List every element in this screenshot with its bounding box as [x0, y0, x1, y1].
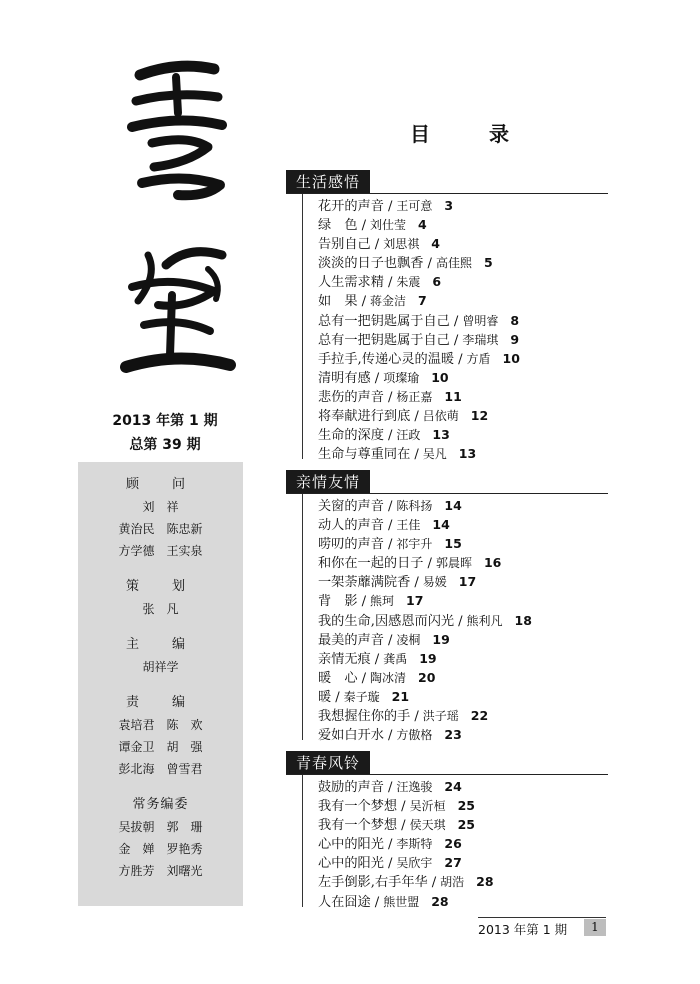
entry-separator: /	[361, 218, 367, 234]
entry-author: 吴凡	[422, 447, 447, 462]
entry-page: 18	[514, 612, 532, 628]
entry-page: 10	[502, 350, 520, 366]
toc-entry	[318, 725, 532, 744]
entry-separator: /	[361, 594, 367, 610]
entry-page: 19	[419, 650, 437, 666]
entry-page: 6	[432, 274, 442, 290]
toc-entry	[318, 668, 532, 687]
entry-title: 清明有感	[318, 370, 371, 386]
entry-separator: /	[387, 856, 393, 872]
entry-separator: /	[374, 651, 380, 667]
staff-role: 策 划	[125, 579, 195, 594]
entry-author: 王佳	[396, 518, 421, 533]
section-header-youth	[286, 751, 370, 775]
entry-title: 我的生命,因感恩而闪光	[318, 613, 455, 629]
entry-separator: /	[427, 256, 432, 272]
entry-title: 唠叨的声音	[318, 537, 384, 553]
entry-separator: /	[387, 518, 393, 534]
toc-entry	[318, 272, 520, 291]
entry-author: 刘仕莹	[370, 218, 407, 233]
entry-author: 易媛	[422, 575, 447, 590]
toc-entry	[318, 687, 532, 706]
entry-author: 项璨瑜	[383, 370, 420, 385]
staff-group-editors	[78, 692, 243, 780]
total-issue-label: 总第 39 期	[129, 437, 201, 453]
staff-group-chief-editor	[78, 634, 243, 678]
page-number: 1	[584, 919, 606, 936]
entry-separator: /	[387, 632, 393, 648]
entry-page: 11	[444, 388, 462, 404]
staff-role: 顾 问	[125, 477, 195, 492]
toc-entry	[318, 534, 532, 553]
entry-page: 13	[458, 446, 477, 462]
staff-names: 张 凡	[142, 602, 179, 616]
entry-separator: /	[387, 389, 393, 405]
section-rule	[302, 194, 303, 459]
entry-author: 陶冰清	[370, 670, 407, 685]
issue-label: 2013 年第 1 期	[112, 413, 218, 429]
calligraphy-logo	[118, 55, 238, 395]
entry-page: 8	[510, 312, 520, 328]
toc-entry	[318, 777, 494, 796]
staff-group-advisors	[78, 474, 243, 562]
entry-separator: /	[361, 670, 367, 686]
entry-author: 方傲格	[396, 728, 433, 743]
staff-panel	[78, 462, 243, 906]
toc-entry	[318, 330, 520, 349]
entry-page: 4	[431, 236, 440, 252]
staff-names: 彭北海 曾雪君	[118, 762, 203, 776]
staff-role: 责 编	[125, 695, 195, 710]
section-rule	[302, 775, 303, 907]
toc-entry	[318, 387, 520, 406]
entry-author: 郭晨晖	[435, 556, 472, 571]
toc-list	[318, 196, 520, 463]
entry-page: 16	[483, 555, 502, 571]
section-rule	[302, 494, 303, 740]
entry-title: 关窗的声音	[318, 499, 384, 514]
entry-separator: /	[387, 275, 393, 291]
entry-page: 14	[432, 517, 450, 533]
entry-page: 4	[418, 217, 427, 233]
entry-title: 如 果	[318, 294, 358, 310]
entry-separator: /	[387, 728, 393, 744]
entry-page: 21	[391, 688, 410, 704]
section-title: 青春风铃	[286, 751, 370, 775]
entry-separator: /	[431, 875, 437, 891]
toc-entry	[318, 553, 532, 572]
entry-title: 暖 心	[318, 670, 358, 686]
entry-title: 动人的声音	[318, 518, 384, 534]
toc-entry	[318, 234, 520, 253]
entry-separator: /	[387, 780, 393, 795]
entry-page: 26	[444, 836, 462, 852]
entry-title: 淡淡的日子也飘香	[318, 256, 424, 272]
toc-entry	[318, 796, 494, 815]
entry-author: 龚禹	[383, 651, 408, 666]
entry-author: 李斯特	[396, 837, 433, 852]
staff-names: 方胜芳 刘曙光	[118, 864, 203, 878]
entry-author: 方盾	[466, 351, 491, 366]
section-header-family	[286, 470, 370, 494]
entry-separator: /	[458, 351, 463, 367]
staff-group-standing-committee	[78, 794, 243, 882]
entry-page: 9	[510, 331, 520, 347]
entry-page: 28	[476, 874, 494, 890]
entry-page: 17	[406, 593, 424, 609]
entry-page: 5	[483, 255, 493, 271]
entry-separator: /	[387, 537, 393, 553]
toc-entry	[318, 311, 520, 330]
toc-entry	[318, 496, 532, 515]
entry-title: 生命与尊重同在	[318, 447, 411, 463]
toc-entry	[318, 892, 494, 911]
entry-separator: /	[374, 370, 380, 386]
entry-title: 人在囧途	[318, 894, 371, 910]
entry-separator: /	[374, 894, 380, 910]
entry-title: 将奉献进行到底	[318, 409, 411, 425]
entry-title: 告别自己	[318, 237, 371, 253]
entry-page: 10	[431, 369, 449, 385]
entry-page: 3	[444, 198, 454, 213]
footer-issue: 2013 年第 1 期	[478, 922, 568, 937]
entry-separator: /	[453, 313, 459, 329]
entry-page: 20	[418, 669, 436, 685]
entry-title: 悲伤的声音	[318, 389, 384, 405]
entry-title: 心中的阳光	[318, 856, 384, 872]
entry-author: 汪政	[396, 428, 421, 443]
toc-entry	[318, 515, 532, 534]
entry-title: 我想握住你的手	[318, 709, 411, 725]
entry-separator: /	[458, 613, 463, 629]
section-title: 亲情友情	[286, 470, 370, 494]
entry-title: 背 影	[318, 594, 358, 610]
entry-separator: /	[401, 818, 406, 834]
entry-page: 25	[457, 817, 475, 833]
entry-page: 24	[444, 779, 462, 794]
page-title: 目 录	[410, 122, 535, 146]
entry-page: 17	[458, 574, 477, 590]
staff-names: 胡祥学	[142, 660, 179, 674]
toc-entry	[318, 444, 520, 463]
entry-page: 27	[444, 855, 462, 871]
entry-author: 高佳熙	[435, 256, 472, 271]
toc-entry	[318, 291, 520, 310]
entry-page: 15	[444, 536, 462, 552]
entry-separator: /	[387, 499, 393, 514]
section-header-life	[286, 170, 370, 194]
toc-entry	[318, 649, 532, 668]
entry-title: 手拉手,传递心灵的温暖	[318, 351, 455, 367]
toc-entry	[318, 368, 520, 387]
entry-author: 熊珂	[370, 594, 395, 609]
staff-names: 谭金卫 胡 强	[118, 740, 203, 754]
entry-title: 我有一个梦想	[318, 818, 398, 834]
staff-names: 黄治民 陈忠新	[118, 522, 203, 536]
entry-author: 胡浩	[440, 875, 465, 890]
staff-names: 刘 祥	[142, 500, 179, 514]
entry-author: 吴欣宇	[396, 856, 433, 871]
staff-role: 主 编	[125, 637, 195, 652]
entry-page: 25	[457, 798, 475, 814]
entry-title: 亲情无痕	[318, 651, 371, 667]
entry-author: 洪子瑶	[422, 709, 459, 724]
staff-names: 吴拔朝 郭 珊	[118, 820, 203, 834]
toc-entry	[318, 406, 520, 425]
entry-page: 12	[470, 408, 489, 424]
entry-title: 鼓励的声音	[318, 780, 384, 795]
entry-author: 侯天琪	[409, 818, 446, 833]
toc-list	[318, 496, 532, 744]
toc-entry	[318, 834, 494, 853]
entry-separator: /	[387, 199, 393, 214]
section-divider	[286, 774, 608, 775]
entry-author: 蒋金洁	[370, 294, 407, 309]
entry-page: 13	[432, 427, 450, 443]
entry-author: 秦子璇	[343, 689, 380, 704]
entry-separator: /	[387, 837, 393, 853]
toc-entry	[318, 591, 532, 610]
entry-title: 生命的深度	[318, 428, 384, 444]
toc-entry	[318, 215, 520, 234]
toc-entry	[318, 349, 520, 368]
toc-entry	[318, 572, 532, 591]
entry-author: 熊世盟	[383, 894, 420, 909]
entry-author: 杨正嘉	[396, 389, 433, 404]
entry-author: 曾明睿	[462, 313, 499, 328]
toc-entry	[318, 611, 532, 630]
section-divider	[286, 493, 608, 494]
entry-separator: /	[361, 294, 367, 310]
entry-author: 熊利凡	[466, 613, 503, 628]
entry-author: 王可意	[396, 199, 433, 213]
entry-author: 吕依萌	[422, 409, 459, 424]
entry-title: 总有一把钥匙属于自己	[318, 332, 450, 348]
entry-page: 23	[444, 727, 462, 743]
toc-entry	[318, 815, 494, 834]
entry-separator: /	[414, 447, 419, 463]
entry-separator: /	[335, 689, 340, 705]
toc-entry	[318, 253, 520, 272]
entry-separator: /	[414, 409, 419, 425]
toc-list	[318, 777, 494, 911]
page-footer	[478, 917, 606, 938]
toc-entry	[318, 196, 520, 215]
entry-separator: /	[414, 709, 419, 725]
entry-page: 7	[418, 293, 427, 309]
entry-separator: /	[427, 556, 432, 572]
section-title: 生活感悟	[286, 170, 370, 194]
entry-title: 人生需求精	[318, 275, 384, 291]
toc-entry	[318, 853, 494, 872]
entry-author: 朱震	[396, 275, 421, 290]
toc-entry	[318, 706, 532, 725]
entry-separator: /	[374, 237, 380, 253]
staff-names: 袁培君 陈 欢	[118, 718, 203, 732]
entry-author: 刘思祺	[383, 237, 420, 252]
entry-separator: /	[453, 332, 459, 348]
entry-author: 汪逸骏	[396, 780, 433, 794]
entry-title: 总有一把钥匙属于自己	[318, 313, 450, 329]
entry-title: 最美的声音	[318, 632, 384, 648]
staff-names: 方学德 王实泉	[118, 544, 203, 558]
entry-title: 左手倒影,右手年华	[318, 875, 428, 891]
entry-author: 李瑞琪	[462, 332, 499, 347]
entry-separator: /	[387, 428, 393, 444]
entry-author: 凌桐	[396, 632, 421, 647]
entry-author: 吴沂桓	[409, 799, 446, 814]
entry-page: 14	[444, 498, 462, 513]
entry-separator: /	[414, 575, 419, 591]
entry-title: 心中的阳光	[318, 837, 384, 853]
entry-page: 22	[470, 708, 489, 724]
toc-entry	[318, 630, 532, 649]
toc-entry	[318, 425, 520, 444]
entry-title: 爱如白开水	[318, 728, 384, 744]
entry-page: 28	[431, 893, 449, 909]
entry-title: 花开的声音	[318, 199, 384, 214]
entry-title: 我有一个梦想	[318, 799, 398, 815]
entry-title: 和你在一起的日子	[318, 556, 424, 572]
entry-title: 绿 色	[318, 218, 358, 234]
entry-title: 一架荼蘼满院香	[318, 575, 411, 591]
staff-role: 常务编委	[132, 797, 189, 812]
staff-names: 金 婵 罗艳秀	[118, 842, 203, 856]
section-divider	[286, 193, 608, 194]
entry-page: 19	[432, 631, 450, 647]
toc-entry	[318, 872, 494, 891]
entry-separator: /	[401, 799, 406, 815]
staff-group-planning	[78, 576, 243, 620]
entry-author: 祁宇升	[396, 537, 433, 552]
entry-author: 陈科扬	[396, 499, 433, 513]
entry-title: 暖	[318, 689, 332, 705]
